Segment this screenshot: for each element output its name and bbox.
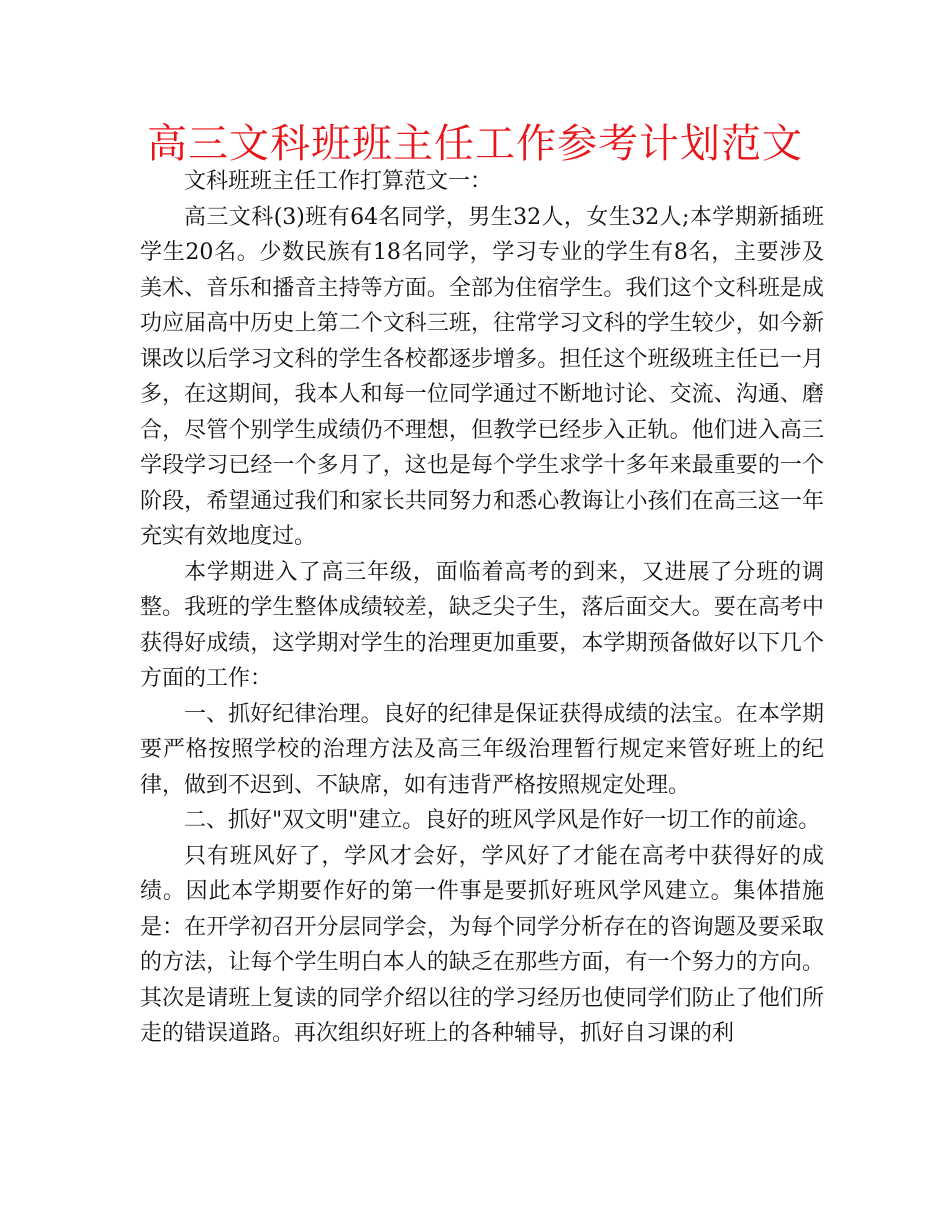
document-body (140, 164, 824, 1052)
document-title: 高三文科班班主任工作参考计划范文 (147, 121, 803, 167)
section-subtitle: 文科班班主任工作打算范文一： (184, 169, 493, 194)
paragraph-class-style: 只有班风好了，学风才会好，学风好了才能在高考中获得好的成绩。因此本学期要作好的第一件事是要抓好班风学风建立。集体措施是：在开学初召开分层同学会，为每个同学分析存在的咨询题及要采取的方法，让每个学生明白本人的缺乏在那些方面，有一个努力的方向。其次是请班上复读的同学介绍以往的学习经历也使同学们防止了他们所走的错误道路。再次组织好班上的各种辅导，抓好自习课的利 (140, 843, 824, 1046)
paragraph-semester-plan: 本学期进入了高三年级，面临着高考的到来，又进展了分班的调整。我班的学生整体成绩较差，缺乏尖子生，落后面交大。要在高考中获得好成绩，这学期对学生的治理更加重要，本学期预备做好以下几个方面的工作： (140, 559, 824, 691)
paragraph-discipline: 一、抓好纪律治理。良好的纪律是保证获得成绩的法宝。在本学期要严格按照学校的治理方法及高三年级治理暂行规定来管好班上的纪律，做到不迟到、不缺席，如有违背严格按照规定处理。 (140, 701, 824, 798)
paragraph-class-overview: 高三文科(3)班有64名同学，男生32人，女生32人;本学期新插班学生20名。少数民族有18名同学，学习专业的学生有8名，主要涉及美术、音乐和播音主持等方面。全部为住宿学生。我们这个文科班是成功应届高中历史上第二个文科三班，往常学习文科的学生较少，如今新课改以后学习文科的学生各校都逐步增多。担任这个班级班主任已一月多，在这期间，我本人和每一位同学通过不断地讨论、交流、沟通、磨合，尽管个别学生成绩仍不理想，但教学已经步入正轨。他们进入高三学段学习已经一个多月了，这也是每个学生求学十多年来最重要的一个阶段，希望通过我们和家长共同努力和悉心教诲让小孩们在高三这一年充实有效地度过。 (140, 204, 824, 549)
paragraph-dual-civilization: 二、抓好"双文明"建立。良好的班风学风是作好一切工作的前途。 (184, 808, 821, 833)
